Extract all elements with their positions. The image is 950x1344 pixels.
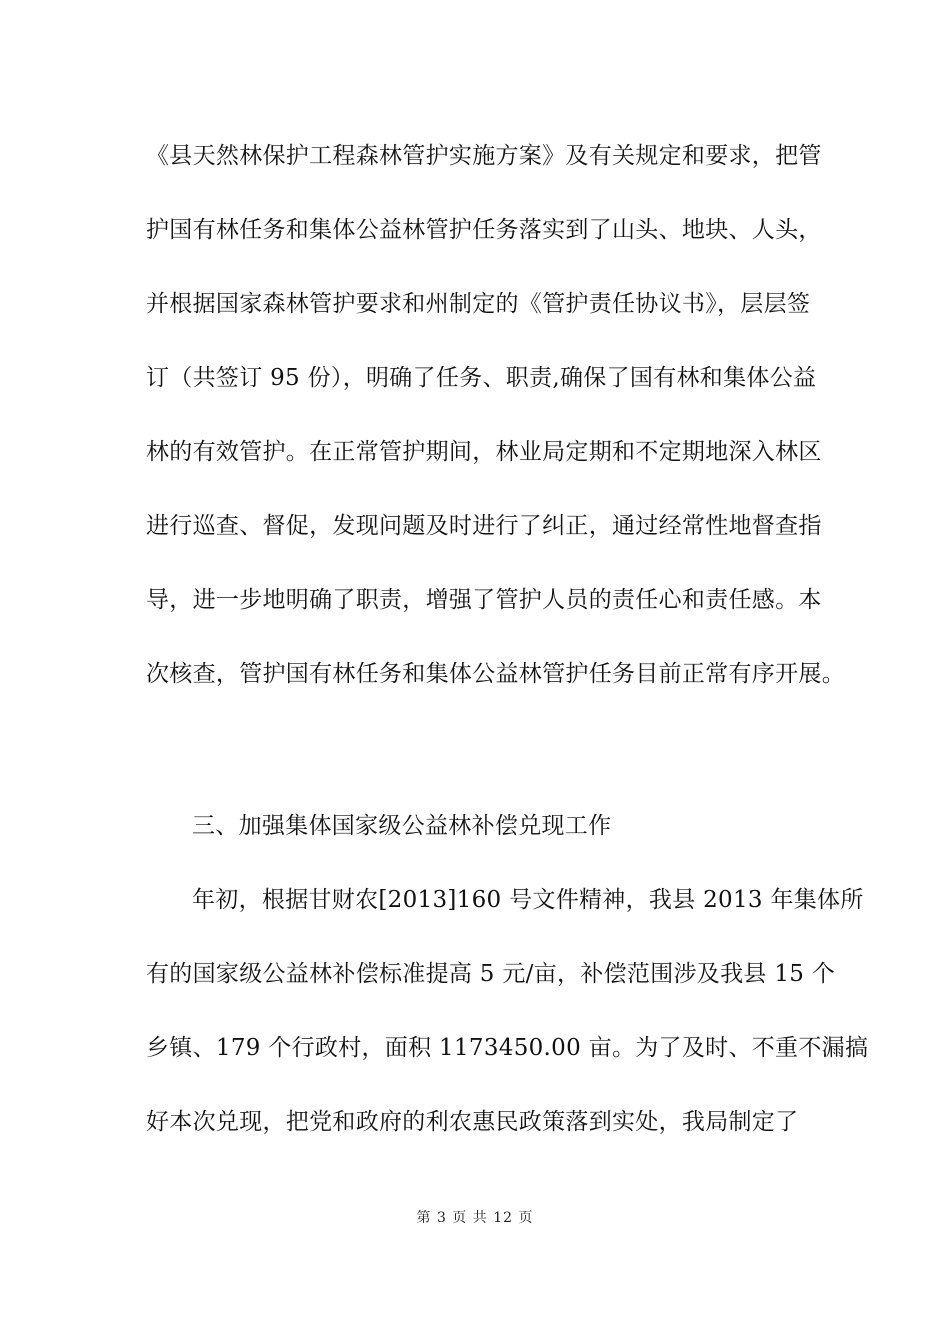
paragraph-1-line-5: 林的有效管护。在正常管护期间，林业局定期和不定期地深入林区 bbox=[146, 439, 822, 465]
paragraph-1-line-4: 订（共签订 95 份），明确了任务、职责,确保了国有林和集体公益 bbox=[146, 365, 817, 391]
paragraph-2-line-2: 有的国家级公益林补偿标准提高 5 元/亩，补偿范围涉及我县 15 个 bbox=[146, 961, 836, 987]
paragraph-1-line-7: 导，进一步地明确了职责，增强了管护人员的责任心和责任感。本 bbox=[146, 587, 822, 613]
paragraph-2-line-1: 年初，根据甘财农[2013]160 号文件精神，我县 2013 年集体所 bbox=[192, 887, 864, 913]
section-heading: 三、加强集体国家级公益林补偿兑现工作 bbox=[192, 813, 612, 839]
paragraph-2-line-3: 乡镇、179 个行政村，面积 1173450.00 亩。为了及时、不重不漏搞 bbox=[146, 1035, 869, 1061]
paragraph-1-line-8: 次核查，管护国有林任务和集体公益林管护任务目前正常有序开展。 bbox=[146, 661, 845, 687]
page-number-footer: 第 3 页 共 12 页 bbox=[416, 1210, 534, 1226]
paragraph-1-line-3: 并根据国家森林管护要求和州制定的《管护责任协议书》，层层签 bbox=[146, 291, 811, 317]
paragraph-1-line-1: 《县天然林保护工程森林管护实施方案》及有关规定和要求，把管 bbox=[146, 143, 822, 169]
paragraph-1-line-2: 护国有林任务和集体公益林管护任务落实到了山头、地块、人头， bbox=[146, 217, 822, 243]
paragraph-1-line-6: 进行巡查、督促，发现问题及时进行了纠正，通过经常性地督查指 bbox=[146, 513, 822, 539]
paragraph-2-line-4: 好本次兑现，把党和政府的利农惠民政策落到实处，我局制定了 bbox=[146, 1109, 799, 1135]
